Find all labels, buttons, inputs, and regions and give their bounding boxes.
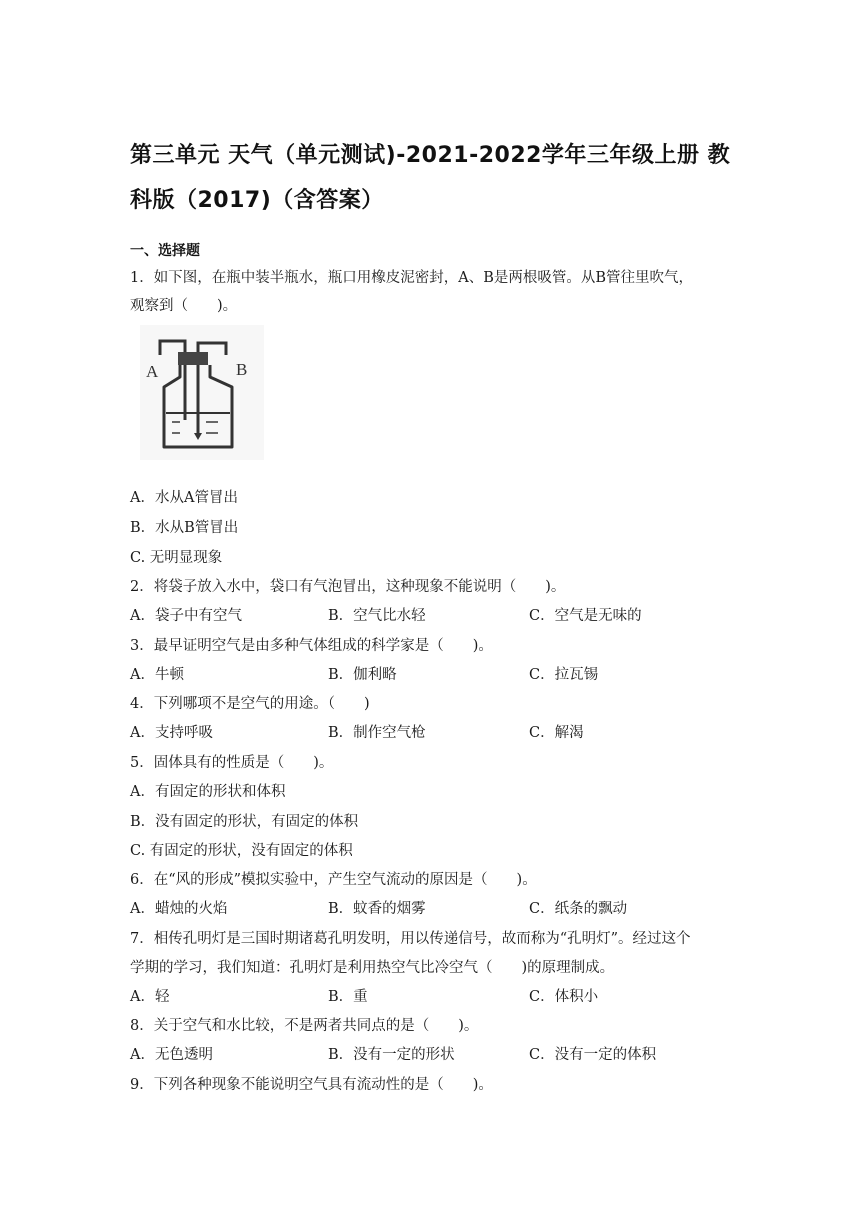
question-2-line-1: 2．将袋子放入水中，袋口有气泡冒出，这种现象不能说明（ )。 xyxy=(130,579,566,595)
bottle-experiment-figure xyxy=(140,325,264,460)
question-5-option-b: B．没有固定的形状，有固定的体积 xyxy=(130,814,359,830)
question-9-line-1: 9．下列各种现象不能说明空气具有流动性的是（ )。 xyxy=(130,1077,493,1093)
question-1-option-c: C. 无明显现象 xyxy=(130,550,223,566)
question-3-line-1: 3．最早证明空气是由多种气体组成的科学家是（ )。 xyxy=(130,638,493,654)
title-line-1: 第三单元 天气（单元测试)-2021-2022学年三年级上册 教 xyxy=(130,143,731,168)
question-4-option-b: B．制作空气枪 xyxy=(328,725,426,741)
question-3-option-c: C．拉瓦锡 xyxy=(529,667,599,683)
question-1-option-b: B．水从B管冒出 xyxy=(130,520,239,536)
question-5-option-a: A．有固定的形状和体积 xyxy=(130,784,286,800)
title-line-2: 科版（2017)（含答案） xyxy=(130,188,384,213)
question-6-option-c: C．纸条的飘动 xyxy=(529,901,628,917)
question-6-options xyxy=(130,899,730,919)
question-1-line-2: 观察到（ )。 xyxy=(130,298,238,314)
question-2-options xyxy=(130,606,730,626)
question-1-line-1: 1．如下图，在瓶中装半瓶水，瓶口用橡皮泥密封，A、B是两根吸管。从B管往里吹气， xyxy=(130,270,694,286)
question-7-line-2: 学期的学习，我们知道：孔明灯是利用热空气比冷空气（ )的原理制成。 xyxy=(130,960,615,976)
question-2-option-c: C．空气是无味的 xyxy=(529,608,642,624)
stopper xyxy=(178,352,208,365)
question-7-options xyxy=(130,987,730,1007)
question-8-line-1: 8．关于空气和水比较，不是两者共同点的是（ )。 xyxy=(130,1018,479,1034)
question-4-line-1: 4．下列哪项不是空气的用途。（ ) xyxy=(130,696,370,712)
question-8-options xyxy=(130,1045,730,1065)
label-a: A xyxy=(146,362,159,381)
question-7-line-1: 7．相传孔明灯是三国时期诸葛孔明发明，用以传递信号，故而称为“孔明灯”。经过这个 xyxy=(130,931,691,947)
question-8-option-b: B．没有一定的形状 xyxy=(328,1047,455,1063)
question-3-option-b: B．伽利略 xyxy=(328,667,397,683)
document-title xyxy=(130,133,740,223)
question-7-option-a: A．轻 xyxy=(130,989,170,1005)
question-1-option-a: A．水从A管冒出 xyxy=(130,490,238,506)
question-6-option-a: A．蜡烛的火焰 xyxy=(130,901,228,917)
question-8-option-a: A．无色透明 xyxy=(130,1047,213,1063)
question-3-option-a: A．牛顿 xyxy=(130,667,184,683)
question-4-option-a: A．支持呼吸 xyxy=(130,725,213,741)
section-heading: 一、选择题 xyxy=(130,243,200,259)
question-4-option-c: C．解渴 xyxy=(529,725,584,741)
question-6-line-1: 6．在“风的形成”模拟实验中，产生空气流动的原因是（ )。 xyxy=(130,872,537,888)
question-5-option-c: C. 有固定的形状，没有固定的体积 xyxy=(130,843,353,859)
question-2-option-a: A．袋子中有空气 xyxy=(130,608,242,624)
question-6-option-b: B．蚊香的烟雾 xyxy=(328,901,426,917)
question-4-options xyxy=(130,723,730,743)
question-7-option-b: B．重 xyxy=(328,989,368,1005)
question-8-option-c: C．没有一定的体积 xyxy=(529,1047,657,1063)
question-7-option-c: C．体积小 xyxy=(529,989,599,1005)
question-5-line-1: 5．固体具有的性质是（ )。 xyxy=(130,755,334,771)
label-b: B xyxy=(236,360,248,379)
question-3-options xyxy=(130,665,730,685)
question-2-option-b: B．空气比水轻 xyxy=(328,608,426,624)
